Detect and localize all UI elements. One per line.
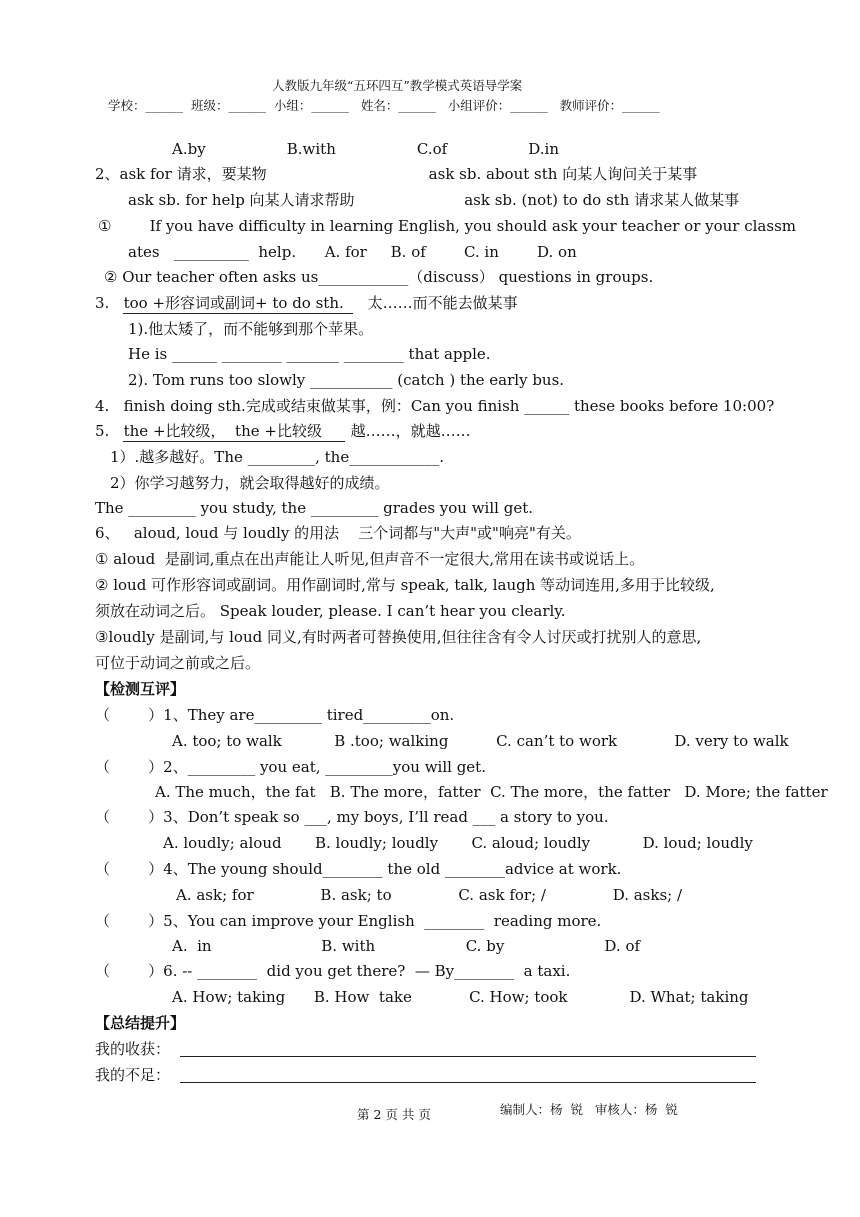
page-number: 第 2 页 共 页	[357, 1107, 431, 1122]
item-6-heading: 6、 aloud, loud 与 loudly 的用法 三个词都与"大声"或"响亮"有关。	[95, 524, 581, 542]
header-fields: 学校：______ 班级：______ 小组：______ 姓名：______ 小组评价：______ 教师评价：______	[108, 98, 660, 113]
item-6-loud-2: 须放在动词之后。 Speak louder, please. I can’t hear you clearly.	[95, 602, 566, 620]
shortcomings-label: 我的不足：	[95, 1066, 171, 1084]
quiz-question-4: （ ）4、The young should________ the old ________advice at work.	[95, 860, 622, 878]
shortcomings-write-line	[180, 1082, 756, 1083]
item-5-underline	[123, 441, 345, 442]
item-6-loudly-2: 可位于动词之前或之后。	[95, 654, 261, 672]
item-2-exercise-1-options: ates __________ help. A. for B. of C. in D. on	[128, 243, 577, 261]
quiz-options-6: A. How; taking B. How take C. How; took D. What; taking	[172, 988, 749, 1006]
section-test-heading: 【检测互评】	[95, 680, 186, 698]
item-6-loud-1: ② loud 可作形容词或副词。用作副词时,常与 speak, talk, laugh 等动词连用,多用于比较级,	[95, 576, 715, 594]
item-3-blank-2: 2). Tom runs too slowly ___________ (catch ) the early bus.	[128, 371, 565, 389]
item-2-heading: 2、ask for 请求，要某物 ask sb. about sth 向某人询问关于某事	[95, 165, 698, 183]
item-5-blank-1: 1）.越多越好。The _________, the____________.	[110, 448, 444, 466]
quiz-options-1: A. too; to walk B .too; walking C. can’t to work D. very to walk	[172, 732, 789, 750]
item-4: 4. finish doing sth.完成或结束做某事，例：Can you finish ______ these books before 10:00?	[95, 397, 775, 415]
quiz-options-2: A. The much，the fat B. The more，fatter C. The more，the fatter D. More; the fatter	[155, 783, 828, 801]
quiz-question-1: （ ）1、They are_________ tired_________on.	[95, 706, 455, 724]
item-5-example-cn: 2）你学习越努力，就会取得越好的成绩。	[110, 474, 390, 492]
quiz-options-3: A. loudly; aloud B. loudly; loudly C. aloud; loudly D. loud; loudly	[163, 834, 753, 852]
item-5-blank-2: The _________ you study, the _________ grades you will get.	[95, 499, 533, 517]
option-line: A.by B.with C.of D.in	[172, 140, 559, 158]
quiz-question-3: （ ）3、Don’t speak so ___, my boys, I’ll read ___ a story to you.	[95, 808, 609, 826]
item-6-aloud: ① aloud 是副词,重点在出声能让人听见,但声音不一定很大,常用在读书或说话上。	[95, 550, 645, 568]
quiz-question-6: （ ）6. -- ________ did you get there? — By________ a taxi.	[95, 962, 571, 980]
item-3-example-cn: 1).他太矮了，而不能够到那个苹果。	[128, 320, 374, 338]
item-2-exercise-2: ② Our teacher often asks us____________（discuss） questions in groups.	[104, 268, 654, 286]
item-5-heading: 5. the +比较级， the +比较级 越……，就越……	[95, 422, 471, 440]
gains-write-line	[180, 1056, 756, 1057]
section-summary-heading: 【总结提升】	[95, 1014, 186, 1032]
quiz-question-2: （ ）2、_________ you eat, _________you will get.	[95, 758, 486, 776]
quiz-options-4: A. ask; for B. ask; to C. ask for; / D. asks; /	[176, 886, 683, 904]
quiz-question-5: （ ）5、You can improve your English ________ reading more.	[95, 912, 602, 930]
quiz-options-5: A. in B. with C. by D. of	[172, 937, 641, 955]
item-3-underline	[123, 313, 353, 314]
item-2-phrases: ask sb. for help 向某人请求帮助 ask sb. (not) to do sth 请求某人做某事	[128, 191, 740, 209]
item-3-blank-1: He is ______ ________ _______ ________ that apple.	[128, 345, 491, 363]
header-title: 人教版九年级“五环四互”教学模式英语导学案	[272, 78, 523, 93]
item-3-heading: 3. too +形容词或副词+ to do sth. 太……而不能去做某事	[95, 294, 518, 312]
footer-editor: 编制人：杨 锐 审核人：杨 锐	[500, 1102, 678, 1117]
item-6-loudly-1: ③loudly 是副词,与 loud 同义,有时两者可替换使用,但往往含有令人讨厌或打扰别人的意思,	[95, 628, 702, 646]
item-2-exercise-1: ① If you have difficulty in learning English, you should ask your teacher or your classm	[98, 217, 796, 235]
gains-label: 我的收获：	[95, 1040, 171, 1058]
